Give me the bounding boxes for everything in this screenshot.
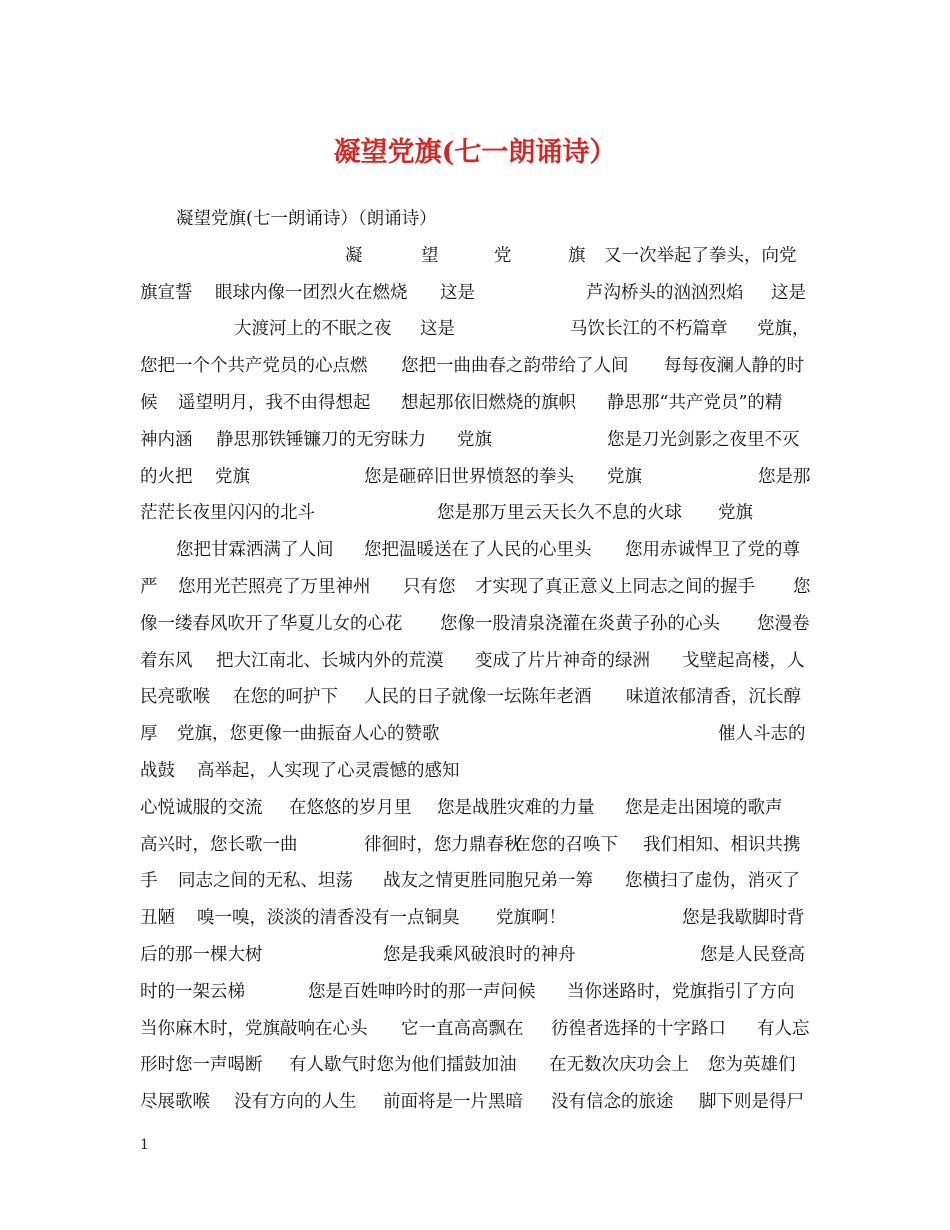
text-segment: 手	[140, 871, 158, 892]
text-segment: 您是百姓呻吟时的那一声问候	[308, 981, 536, 1002]
text-segment: 后的那一棵大树	[140, 945, 263, 965]
text-segment: 眼球内像一团烈火在燃烧	[215, 282, 408, 303]
text-line	[0, 572, 950, 602]
text-segment: 着东风	[140, 650, 193, 671]
text-segment: 您漫卷	[757, 613, 810, 634]
text-segment: 旗宣誓	[140, 282, 193, 303]
text-segment: 在无数次庆功会上	[549, 1055, 689, 1076]
text-segment: 静思那“共产党员”的精	[607, 393, 783, 413]
text-line	[0, 830, 950, 860]
text-segment: 没有方向的人生	[234, 1092, 357, 1113]
text-segment: 才实现了真正意义上同志之间的握手	[475, 577, 755, 597]
text-segment: 凝望党旗(七一朗诵诗）（朗诵诗）	[176, 209, 437, 229]
text-segment: 您为英雄们	[708, 1055, 796, 1076]
text-line	[0, 719, 950, 749]
text-segment: 丑陋	[140, 908, 175, 929]
text-line	[0, 866, 950, 896]
text-segment: 您把一曲曲春之韵带给了人间	[401, 356, 629, 377]
text-segment: 高举起，人实现了心灵震憾的感知	[197, 761, 460, 781]
text-segment: 您是战胜灾难的力量	[437, 797, 595, 818]
text-segment: 尽展歌喉	[140, 1092, 210, 1113]
text-segment: 有人忘	[757, 1018, 810, 1039]
text-line	[0, 314, 950, 344]
text-segment: 没有信念的旅途	[551, 1092, 674, 1113]
text-line	[0, 793, 950, 823]
text-line	[0, 1050, 950, 1080]
text-segment: 您是人民登高	[700, 945, 805, 965]
page-number: 1	[140, 1137, 149, 1153]
text-segment: 遥望明月，我不由得想起	[178, 393, 371, 413]
text-segment: 变成了片片神奇的绿洲	[475, 650, 650, 671]
text-segment: 味道浓郁清香，沉长醇	[626, 687, 801, 708]
text-segment: 这是	[440, 282, 475, 303]
text-line	[0, 204, 950, 234]
text-line	[0, 425, 950, 455]
document-title: 凝望党旗(七一朗诵诗）	[333, 137, 617, 168]
text-segment: 党	[494, 245, 512, 266]
text-segment: 党旗	[607, 466, 642, 487]
text-line	[0, 940, 950, 970]
text-segment: 您横扫了虚伪，消灭了	[625, 871, 800, 892]
text-line	[0, 682, 950, 712]
text-segment: 形时您一声喝断	[140, 1055, 263, 1076]
text-segment: 嗅一嗅，淡淡的清香没有一点铜臭	[197, 908, 460, 929]
text-segment: 您是我歇脚时背	[682, 908, 805, 929]
text-line	[0, 241, 950, 271]
text-segment: 戈壁起高楼，人	[682, 650, 805, 671]
text-line	[0, 977, 950, 1007]
text-segment: 徘徊时，您力鼎春秋	[364, 834, 522, 855]
text-segment: 凝	[345, 245, 363, 266]
text-segment: 时的一架云梯	[140, 981, 245, 1002]
text-segment: 马饮长江的不朽篇章	[570, 319, 728, 340]
text-segment: 彷徨者选择的十字路口	[551, 1018, 726, 1039]
text-segment: 神内涵	[140, 429, 193, 450]
text-segment: 您是我乘风破浪时的神舟	[383, 945, 576, 965]
text-line	[0, 903, 950, 933]
text-segment: 像一缕春风吹开了华夏儿女的心花	[140, 613, 403, 634]
text-line	[0, 1087, 950, 1117]
text-segment: 它一直高高飘在	[401, 1018, 524, 1039]
text-segment: 厚	[140, 724, 158, 745]
text-line	[0, 351, 950, 381]
text-segment: 旗	[568, 245, 586, 266]
text-segment: 候	[140, 393, 158, 413]
text-segment: 人民的日子就像一坛陈年老酒	[364, 687, 592, 708]
text-segment: 当你麻木时，党旗敲响在心头	[140, 1018, 368, 1039]
text-line	[0, 278, 950, 308]
text-segment: 您是那	[758, 466, 811, 487]
text-segment: 同志之间的无私、坦荡	[178, 871, 353, 892]
text-segment: 在您的呵护下	[233, 687, 338, 708]
text-line	[0, 609, 950, 639]
text-segment: 您用赤诚悍卫了党的尊	[625, 540, 800, 561]
text-line	[0, 646, 950, 676]
text-segment: 战友之情更胜同胞兄弟一筹	[383, 871, 593, 892]
text-segment: 您像一股清泉浇灌在炎黄子孙的心头	[440, 613, 720, 634]
text-segment: 党旗	[718, 503, 753, 524]
text-segment: 您把甘霖洒满了人间	[176, 540, 334, 561]
text-segment: 严	[140, 577, 158, 597]
text-segment: 当你迷路时，党旗指引了方向	[567, 981, 795, 1002]
text-segment: 党旗，您更像一曲振奋人心的赞歌	[177, 724, 440, 745]
text-segment: 战鼓	[140, 761, 175, 781]
text-segment: 催人斗志的	[718, 724, 806, 745]
text-segment: 前面将是一片黑暗	[383, 1092, 523, 1113]
text-segment: 党旗	[215, 466, 250, 487]
text-line	[0, 388, 950, 418]
text-segment: 脚下则是得尸	[699, 1092, 804, 1113]
text-segment: 只有您	[403, 577, 456, 597]
text-segment: 党旗，	[757, 319, 810, 340]
text-segment: 在悠悠的岁月里	[289, 797, 412, 818]
text-segment: 民亮歌喉	[140, 687, 210, 708]
text-segment: 这是	[420, 319, 455, 340]
text-line	[0, 1014, 950, 1044]
text-segment: 有人歇气时您为他们擂鼓加油	[289, 1055, 517, 1076]
text-segment: 想起那依旧燃烧的旗帜	[401, 393, 576, 413]
text-segment: 芦沟桥头的汹汹烈焰	[586, 282, 744, 303]
text-segment: 在您的召唤下	[513, 834, 618, 855]
text-line	[0, 535, 950, 565]
text-segment: 党旗啊！	[496, 908, 566, 929]
text-segment: 您	[793, 577, 811, 597]
text-segment: 心悦诚服的交流	[140, 797, 263, 818]
text-segment: 您是那万里云天长久不息的火球	[437, 503, 682, 524]
text-segment: 您把温暖送在了人民的心里头	[364, 540, 592, 561]
text-segment: 我们相知、相识共携	[643, 834, 801, 855]
text-segment: 这是	[771, 282, 806, 303]
text-line	[0, 498, 950, 528]
text-segment: 又一次举起了拳头，向党	[604, 245, 797, 266]
text-line	[0, 756, 950, 786]
text-segment: 把大江南北、长城内外的荒漠	[216, 650, 444, 671]
text-segment: 大渡河上的不眠之夜	[234, 319, 392, 340]
text-segment: 茫茫长夜里闪闪的北斗	[140, 503, 315, 524]
text-line	[0, 462, 950, 492]
text-segment: 望	[421, 245, 439, 266]
text-segment: 您是砸碎旧世界愤怒的拳头	[364, 466, 574, 487]
text-segment: 您是走出困境的歌声	[625, 797, 783, 818]
text-segment: 每每夜澜人静的时	[664, 356, 804, 377]
text-segment: 的火把	[140, 466, 193, 487]
text-segment: 高兴时，您长歌一曲	[140, 834, 298, 855]
text-segment: 党旗	[457, 429, 492, 450]
text-segment: 静思那铁锤镰刀的无穷昧力	[216, 429, 426, 450]
text-segment: 您是刀光剑影之夜里不灭	[607, 429, 800, 450]
text-segment: 您用光芒照亮了万里神州	[178, 577, 371, 597]
text-segment: 您把一个个共产党员的心点燃	[140, 356, 368, 377]
